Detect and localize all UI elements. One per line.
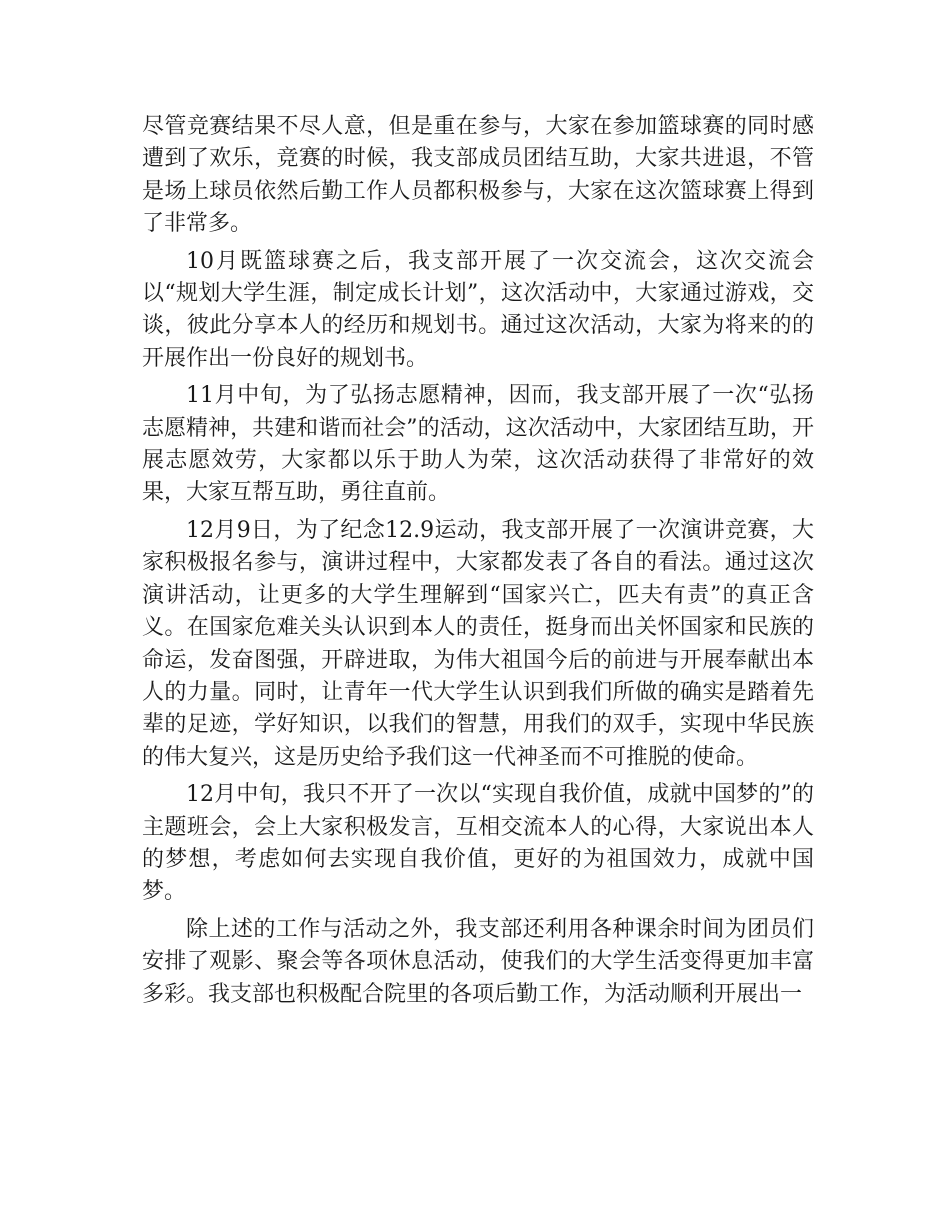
paragraph-4: 12月9日，为了纪念12.9运动，我支部开展了一次演讲竞赛，大家积极报名参与，演讲过程中，大家都发表了各自的看法。通过这次演讲活动，让更多的大学生理解到“国家兴亡，匹夫有责”的真正含义。在国家危难关头认识到本人的责任，挺身而出关怀国家和民族的命运，发奋图强，开辟进取，为伟大祖国今后的前进与开展奉献出本人的力量。同时，让青年一代大学生认识到我们所做的确实是踏着先辈的足迹，学好知识，以我们的智慧，用我们的双手，实现中华民族的伟大复兴，这是历史给予我们这一代神圣而不可推脱的使命。	[142, 517, 814, 770]
document-body	[142, 111, 814, 1016]
paragraph-5: 12月中旬，我只不开了一次以“实现自我价值，成就中国梦的”的主题班会，会上大家积极发言，互相交流本人的心得，大家说出本人的梦想，考虑如何去实现自我价值，更好的为祖国效力，成就中国梦。	[142, 782, 814, 905]
paragraph-2: 10月既篮球赛之后，我支部开展了一次交流会，这次交流会以“规划大学生涯，制定成长计划”，这次活动中，大家通过游戏，交谈，彼此分享本人的经历和规划书。通过这次活动，大家为将来的的开展作出一份良好的规划书。	[142, 248, 814, 371]
paragraph-3: 11月中旬，为了弘扬志愿精神，因而，我支部开展了一次“弘扬志愿精神，共建和谐而社会”的活动，这次活动中，大家团结互助，开展志愿效劳，大家都以乐于助人为荣，这次活动获得了非常好的效果，大家互帮互助，勇往直前。	[142, 383, 814, 506]
paragraph-1: 尽管竞赛结果不尽人意，但是重在参与，大家在参加篮球赛的同时感遭到了欢乐，竞赛的时候，我支部成员团结互助，大家共进退，不管是场上球员依然后勤工作人员都积极参与，大家在这次篮球赛上得到了非常多。	[142, 114, 814, 237]
paragraph-6: 除上述的工作与活动之外，我支部还利用各种课余时间为团员们安排了观影、聚会等各项休息活动，使我们的大学生活变得更加丰富多彩。我支部也积极配合院里的各项后勤工作，为活动顺利开展出一	[142, 916, 814, 1007]
